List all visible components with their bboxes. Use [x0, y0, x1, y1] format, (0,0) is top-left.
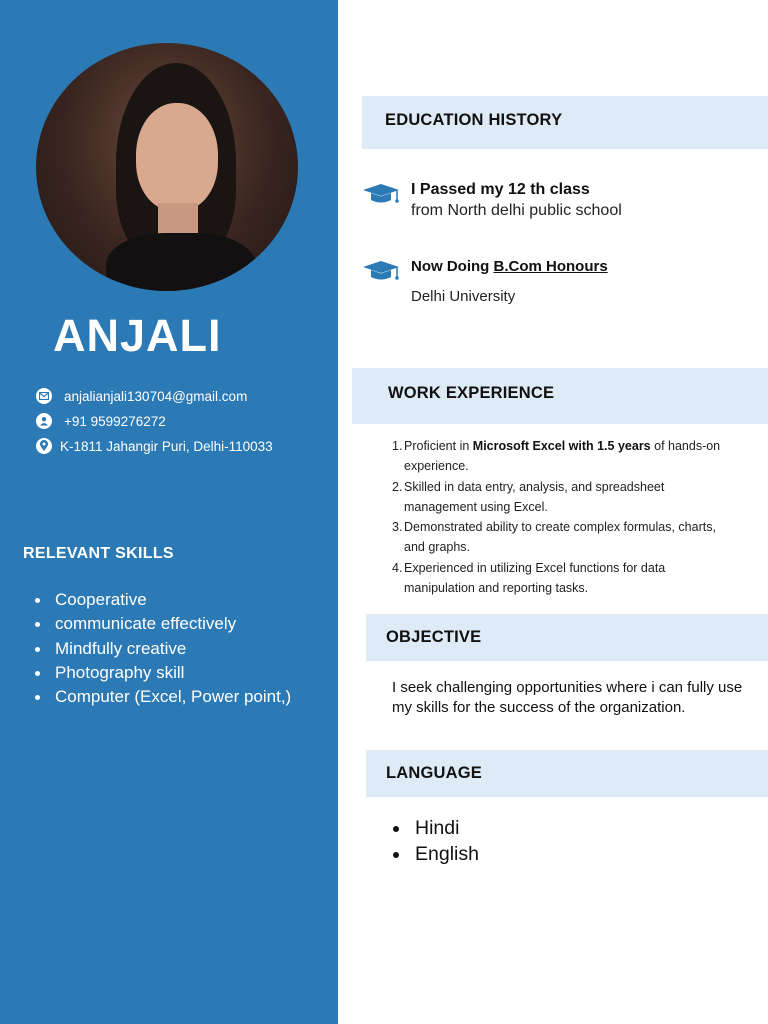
education-institution: Delhi University [411, 288, 516, 305]
education-entry [361, 258, 608, 305]
email-icon [36, 388, 52, 404]
skills-title: RELEVANT SKILLS [23, 545, 174, 562]
objective-text: I seek challenging opportunities where i can fully use my skills for the success of the organization. [392, 679, 743, 716]
address-text: K-1811 Jahangir Puri, Delhi-110033 [60, 438, 273, 454]
work-list [392, 436, 722, 598]
work-title: WORK EXPERIENCE [388, 384, 555, 402]
list-item: 2. Skilled in data entry, analysis, and spreadsheet management using Excel. [392, 479, 665, 514]
objective-title: OBJECTIVE [386, 628, 482, 646]
list-item: English [415, 843, 479, 865]
person-icon [36, 413, 52, 429]
language-title: LANGUAGE [386, 764, 483, 782]
list-item: communicate effectively [55, 612, 291, 636]
contact-phone [36, 413, 166, 429]
contact-address [36, 438, 273, 454]
language-list [415, 815, 479, 867]
education-institution: from North delhi public school [411, 202, 622, 219]
list-item: Hindi [415, 815, 479, 841]
education-title: EDUCATION HISTORY [385, 111, 563, 129]
list-item: 4. Experienced in utilizing Excel functions for data manipulation and reporting tasks. [392, 560, 666, 596]
list-item: 1. Proficient in Microsoft Excel with 1.5 years of hands-on experience. [392, 439, 721, 474]
list-item: Computer (Excel, Power point,) [55, 685, 291, 709]
location-pin-icon [36, 438, 52, 454]
graduation-cap-icon [361, 181, 401, 205]
phone-text[interactable]: +91 9599276272 [64, 413, 166, 429]
education-entry [361, 181, 622, 220]
list-item: Cooperative [55, 588, 291, 612]
profile-name: ANJALI [53, 310, 222, 361]
graduation-cap-icon [361, 258, 401, 282]
profile-photo [36, 43, 298, 291]
skills-list [55, 588, 291, 709]
education-line: I Passed my 12 th class [411, 181, 590, 198]
education-line: Now Doing B.Com Honours [411, 258, 608, 275]
contact-email [36, 388, 247, 404]
sidebar [0, 0, 338, 1024]
course-link[interactable]: B.Com Honours [493, 258, 608, 275]
email-text[interactable]: anjalianjali130704@gmail.com [64, 388, 248, 404]
list-item: 3. Demonstrated ability to create complex formulas, charts, and graphs. [392, 520, 716, 555]
list-item: Mindfully creative [55, 637, 291, 661]
list-item: Photography skill [55, 661, 291, 685]
